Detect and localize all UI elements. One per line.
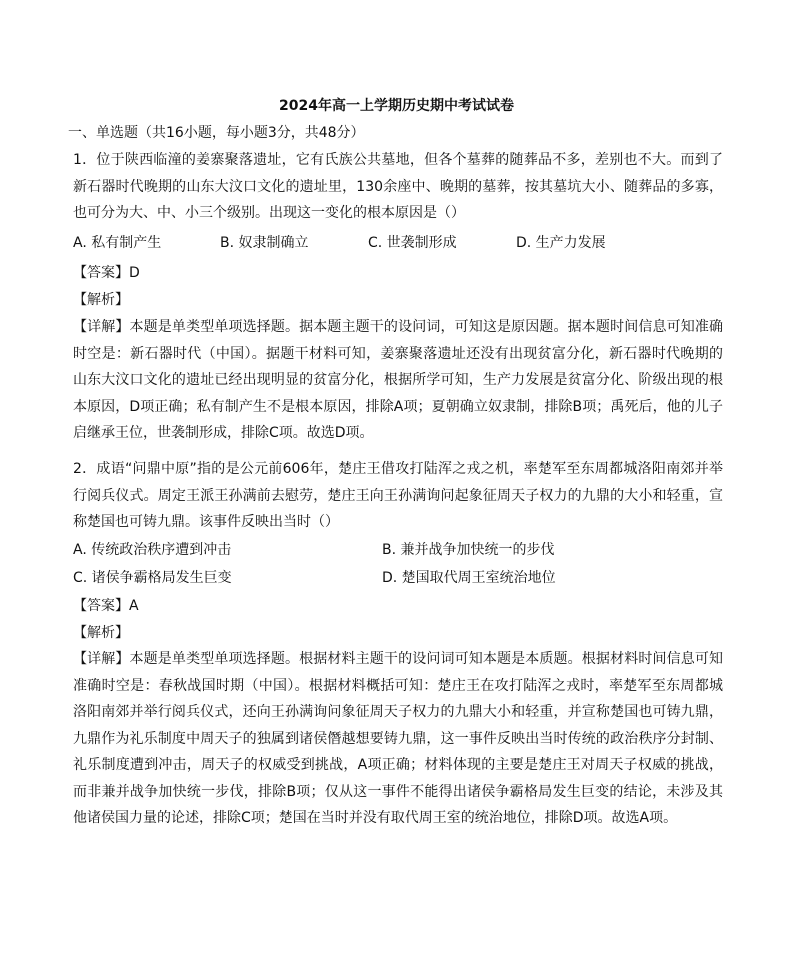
- question-1-option-a: A. 私有制产生: [73, 235, 162, 251]
- question-1-option-c: C. 世袭制形成: [368, 235, 457, 251]
- question-2-answer: 【答案】A: [73, 598, 139, 614]
- question-1-analysis-label: 【解析】: [73, 292, 129, 308]
- question-2-analysis-label: 【解析】: [73, 625, 129, 641]
- question-2-stem: 2．成语“问鼎中原”指的是公元前606年，楚庄王借攻打陆浑之戎之机，率楚军至东周都城洛阳南郊并举行阅兵仪式。周定王派王孙满前去慰劳，楚庄王向王孙满询问起象征周天子权力的九鼎的大小和轻重，宣称楚国也可铸九鼎。该事件反映出当时（）: [73, 461, 723, 530]
- document-title: 2024年高一上学期历史期中考试试卷: [279, 98, 514, 114]
- question-1-answer: 【答案】D: [73, 265, 140, 281]
- question-2-option-a: A. 传统政治秩序遭到冲击: [73, 542, 232, 558]
- question-1-stem: 1．位于陕西临潼的姜寨聚落遗址，它有氏族公共墓地，但各个墓葬的随葬品不多，差别也不大。而到了新石器时代晚期的山东大汶口文化的遗址里，130余座中、晚期的墓葬，按其墓坑大小、随葬品的多寡，也可分为大、中、小三个级别。出现这一变化的根本原因是（）: [73, 152, 723, 221]
- question-2-option-c: C. 诸侯争霸格局发生巨变: [73, 570, 232, 586]
- question-1-option-b: B. 奴隶制确立: [220, 235, 309, 251]
- question-1-detail: 【详解】本题是单类型单项选择题。据本题主题干的设问词，可知这是原因题。据本题时间信息可知准确时空是：新石器时代（中国）。据题干材料可知，姜寨聚落遗址还没有出现贫富分化，新石器时代晚期的山东大汶口文化的遗址已经出现明显的贫富分化，根据所学可知，生产力发展是贫富分化、阶级出现的根本原因，D项正确；私有制产生不是根本原因，排除A项；夏朝确立奴隶制，排除B项；禹死后，他的儿子启继承王位，世袭制形成，排除C项。故选D项。: [73, 319, 723, 441]
- question-2-option-d: D. 楚国取代周王室统治地位: [382, 570, 556, 586]
- question-2-option-b: B. 兼并战争加快统一的步伐: [382, 542, 555, 558]
- question-2-detail: 【详解】本题是单类型单项选择题。根据材料主题干的设问词可知本题是本质题。根据材料时间信息可知准确时空是：春秋战国时期（中国）。根据材料概括可知：楚庄王在攻打陆浑之戎时，率楚军至东周都城洛阳南郊并举行阅兵仪式，还向王孙满询问象征周天子权力的九鼎大小和轻重，并宣称楚国也可铸九鼎，九鼎作为礼乐制度中周天子的独属到诸侯僭越想要铸九鼎，这一事件反映出当时传统的政治秩序分封制、礼乐制度遭到冲击，周天子的权威受到挑战，A项正确；材料体现的主要是楚庄王对周天子权威的挑战，而非兼并战争加快统一步伐，排除B项；仅从这一事件不能得出诸侯争霸格局发生巨变的结论，未涉及其他诸侯国力量的论述，排除C项；楚国在当时并没有取代周王室的统治地位，排除D项。故选A项。: [73, 651, 723, 826]
- question-1-option-d: D. 生产力发展: [516, 235, 606, 251]
- section-heading: 一、单选题（共16小题，每小题3分，共48分）: [68, 125, 365, 141]
